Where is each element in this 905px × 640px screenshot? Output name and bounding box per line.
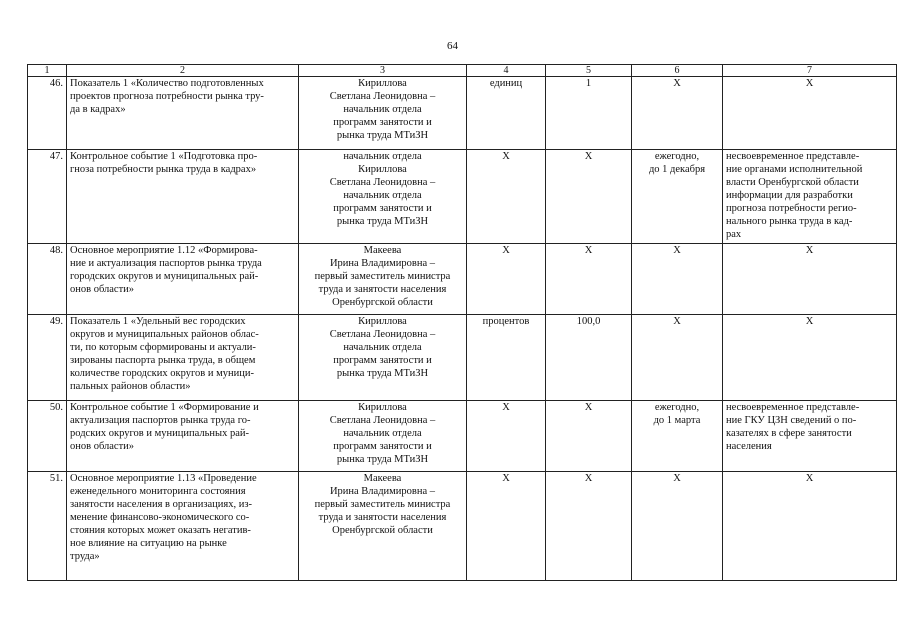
table-row (28, 401, 897, 472)
risk-description-line: X (805, 78, 814, 89)
unit-of-measure-line: X (502, 402, 510, 413)
row-number: 47. (28, 150, 67, 244)
responsible-person-line: программ занятости и (333, 203, 432, 214)
risk-description-line: X (805, 316, 814, 327)
column-header: 1 (28, 65, 67, 77)
measure-name-line: ти, по которым сформированы и актуали- (70, 342, 256, 353)
responsible-person-line: программ занятости и (333, 355, 432, 366)
measure-name-line: ние и актуализация паспортов рынка труда (70, 258, 262, 269)
measure-name-line: труда» (70, 551, 100, 562)
table-row (28, 472, 897, 581)
row-number: 46. (28, 77, 67, 150)
target-value-line: X (584, 473, 593, 484)
unit-of-measure-line: единиц (489, 78, 523, 89)
target-value (546, 244, 632, 315)
unit-of-measure (467, 401, 546, 472)
responsible-person-line: Макеева (363, 245, 402, 256)
measure-name-line: да в кадрах» (70, 104, 126, 115)
deadline-line: до 1 марта (653, 415, 701, 426)
deadline-line: до 1 декабря (648, 164, 706, 175)
responsible-person (299, 244, 467, 315)
measure-name (67, 472, 299, 581)
deadline-line: X (673, 316, 681, 327)
table-row (28, 244, 897, 315)
unit-of-measure (467, 472, 546, 581)
column-header: 6 (632, 65, 723, 77)
measure-name (67, 150, 299, 244)
responsible-person-line: начальник отдела (343, 151, 422, 162)
responsible-person (299, 150, 467, 244)
table-row (28, 315, 897, 401)
measure-name-line: занятости населения в организациях, из- (70, 499, 252, 510)
responsible-person-line: Ирина Владимировна – (329, 258, 436, 269)
unit-of-measure-line: X (502, 245, 510, 256)
deadline-line: X (673, 245, 681, 256)
measure-name (67, 244, 299, 315)
risk-description-line: ние ГКУ ЦЗН сведений о по- (726, 415, 857, 426)
responsible-person (299, 472, 467, 581)
responsible-person-line: Светлана Леонидовна – (329, 415, 436, 426)
deadline (632, 401, 723, 472)
risk-description-line: информации для разработки (726, 190, 853, 201)
unit-of-measure (467, 315, 546, 401)
risk-description-line: власти Оренбургской области (726, 177, 859, 188)
responsible-person (299, 401, 467, 472)
measure-name-line: Показатель 1 «Удельный вес городских (70, 316, 246, 327)
deadline-line: ежегодно, (654, 402, 700, 413)
measure-name-line: онов области» (70, 441, 135, 452)
row-number: 49. (28, 315, 67, 401)
risk-description-line: несвоевременное представле- (726, 151, 860, 162)
measure-name-line: менение финансово-экономического со- (70, 512, 250, 523)
responsible-person-line: Кириллова (358, 402, 407, 413)
responsible-person-line: начальник отдела (343, 428, 422, 439)
risk-description-line: ние органами исполнительной (726, 164, 863, 175)
responsible-person-line: Оренбургской области (332, 297, 433, 308)
risk-description-line: несвоевременное представле- (726, 402, 860, 413)
risk-description (723, 315, 897, 401)
responsible-person (299, 315, 467, 401)
target-value-line: 100,0 (576, 316, 601, 327)
measure-name-line: еженедельного мониторинга состояния (70, 486, 246, 497)
target-value (546, 401, 632, 472)
risk-description (723, 472, 897, 581)
measure-name-line: Контрольное событие 1 «Подготовка про- (70, 151, 258, 162)
row-number: 51. (28, 472, 67, 581)
measure-name-line: Основное мероприятие 1.13 «Проведение (70, 473, 257, 484)
risk-description (723, 150, 897, 244)
deadline (632, 77, 723, 150)
target-value-line: 1 (585, 78, 592, 89)
responsible-person-line: Кириллова (358, 316, 407, 327)
table-row (28, 77, 897, 150)
column-header: 4 (467, 65, 546, 77)
unit-of-measure (467, 244, 546, 315)
column-header: 7 (723, 65, 897, 77)
responsible-person-line: первый заместитель министра (314, 271, 451, 282)
risk-description-line: X (805, 473, 814, 484)
unit-of-measure-line: X (502, 151, 510, 162)
unit-of-measure-line: процентов (482, 316, 530, 327)
target-value (546, 77, 632, 150)
risk-description-line: населения (726, 441, 772, 452)
responsible-person-line: труда и занятости населения (318, 284, 447, 295)
responsible-person-line: Светлана Леонидовна – (329, 91, 436, 102)
column-header: 2 (67, 65, 299, 77)
responsible-person-line: Светлана Леонидовна – (329, 177, 436, 188)
risk-description-line: нального рынка труда в кад- (726, 216, 853, 227)
table-body (28, 77, 897, 581)
target-value-line: X (584, 151, 593, 162)
measure-name-line: актуализация паспортов рынка труда го- (70, 415, 251, 426)
risk-description-line: X (805, 245, 814, 256)
responsible-person-line: рынка труда МТиЗН (336, 368, 429, 379)
measure-name-line: количестве городских округов и муници- (70, 368, 254, 379)
measure-name-line: Контрольное событие 1 «Формирование и (70, 402, 259, 413)
risk-description-line: прогноза потребности регио- (726, 203, 857, 214)
risk-description-line: рах (726, 229, 742, 240)
measure-name-line: ное влияние на ситуацию на рынке (70, 538, 227, 549)
responsible-person-line: Ирина Владимировна – (329, 486, 436, 497)
target-value (546, 315, 632, 401)
responsible-person-line: начальник отдела (343, 190, 422, 201)
page-number: 64 (447, 40, 458, 52)
deadline-line: X (673, 78, 681, 89)
measure-name-line: гноза потребности рынка труда в кадрах» (70, 164, 257, 175)
unit-of-measure (467, 150, 546, 244)
measure-name-line: Основное мероприятие 1.12 «Формирова- (70, 245, 258, 256)
risk-description (723, 401, 897, 472)
measure-name-line: округов и муниципальных районов облас- (70, 329, 259, 340)
risk-description (723, 77, 897, 150)
responsible-person-line: первый заместитель министра (314, 499, 451, 510)
responsible-person-line: Кириллова (358, 78, 407, 89)
responsible-person-line: Светлана Леонидовна – (329, 329, 436, 340)
responsible-person-line: рынка труда МТиЗН (336, 130, 429, 141)
responsible-person-line: рынка труда МТиЗН (336, 216, 429, 227)
deadline (632, 472, 723, 581)
unit-of-measure-line: X (502, 473, 510, 484)
measure-name (67, 401, 299, 472)
column-header: 5 (546, 65, 632, 77)
responsible-person-line: труда и занятости населения (318, 512, 447, 523)
measure-name-line: стояния которых может оказать негатив- (70, 525, 251, 536)
measure-name-line: онов области» (70, 284, 135, 295)
responsible-person-line: программ занятости и (333, 117, 432, 128)
target-value-line: X (584, 245, 593, 256)
responsible-person (299, 77, 467, 150)
responsible-person-line: Макеева (363, 473, 402, 484)
measure-name-line: городских округов и муниципальных рай- (70, 271, 259, 282)
measures-table (27, 64, 897, 581)
responsible-person-line: программ занятости и (333, 441, 432, 452)
responsible-person-line: Кириллова (358, 164, 407, 175)
target-value-line: X (584, 402, 593, 413)
risk-description-line: казателях в сфере занятости (726, 428, 852, 439)
measure-name-line: пальных районов области» (70, 381, 191, 392)
target-value (546, 150, 632, 244)
measure-name-line: зированы паспорта рынка труда, в общем (70, 355, 256, 366)
measure-name-line: Показатель 1 «Количество подготовленных (70, 78, 264, 89)
header-row (28, 65, 897, 77)
target-value (546, 472, 632, 581)
measure-name-line: родских округов и муниципальных рай- (70, 428, 249, 439)
row-number: 50. (28, 401, 67, 472)
deadline (632, 315, 723, 401)
measure-name (67, 315, 299, 401)
measure-name-line: проектов прогноза потребности рынка тру- (70, 91, 264, 102)
unit-of-measure (467, 77, 546, 150)
responsible-person-line: начальник отдела (343, 342, 422, 353)
row-number: 48. (28, 244, 67, 315)
responsible-person-line: начальник отдела (343, 104, 422, 115)
column-header: 3 (299, 65, 467, 77)
deadline (632, 244, 723, 315)
responsible-person-line: рынка труда МТиЗН (336, 454, 429, 465)
measure-name (67, 77, 299, 150)
deadline-line: ежегодно, (654, 151, 700, 162)
risk-description (723, 244, 897, 315)
table-row (28, 150, 897, 244)
deadline-line: X (673, 473, 681, 484)
responsible-person-line: Оренбургской области (332, 525, 433, 536)
deadline (632, 150, 723, 244)
